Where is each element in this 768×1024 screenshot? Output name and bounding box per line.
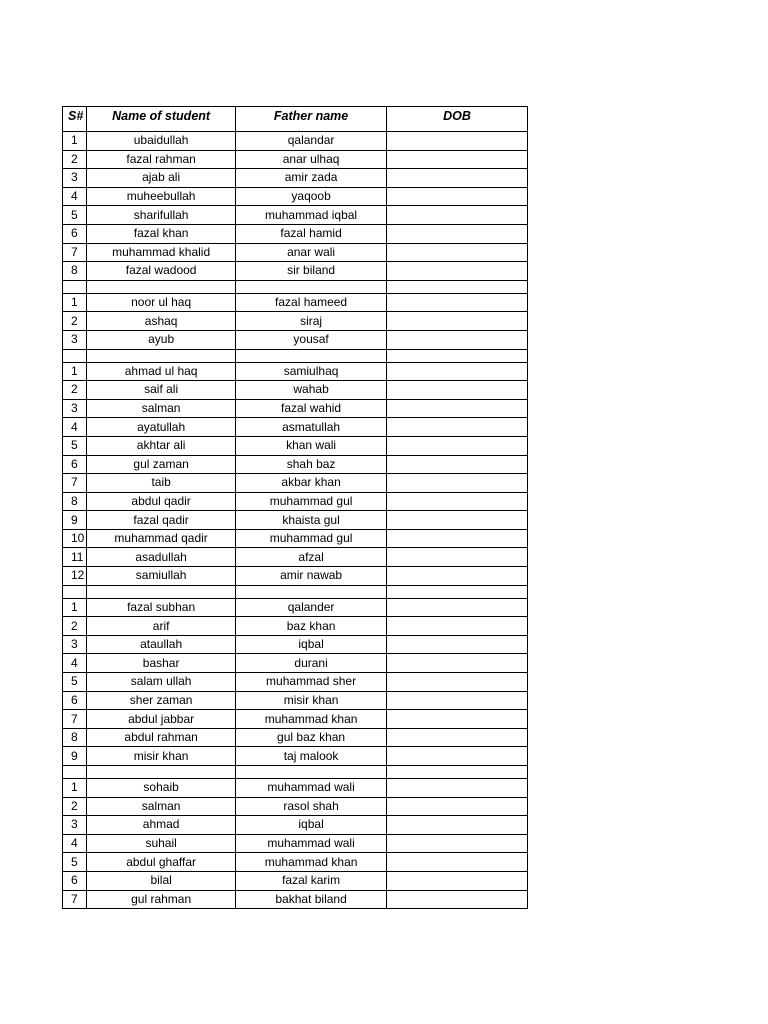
serial-cell: 5 <box>63 673 87 692</box>
student-table <box>62 106 528 909</box>
father-name-cell: sir biland <box>236 262 387 281</box>
father-name-cell: muhammad khan <box>236 853 387 872</box>
student-name-cell: ajab ali <box>87 169 236 188</box>
dob-cell <box>387 890 528 909</box>
serial-cell: 2 <box>63 381 87 400</box>
serial-cell: 1 <box>63 779 87 798</box>
table-row <box>63 436 528 455</box>
father-name-cell: fazal hameed <box>236 293 387 312</box>
table-row <box>63 262 528 281</box>
father-name-cell: muhammad gul <box>236 492 387 511</box>
student-name-cell: ubaidullah <box>87 132 236 151</box>
student-name-cell: noor ul haq <box>87 293 236 312</box>
dob-cell <box>387 455 528 474</box>
father-name-cell: qalandar <box>236 132 387 151</box>
student-name-cell: bilal <box>87 871 236 890</box>
dob-cell <box>387 349 528 362</box>
dob-cell <box>387 797 528 816</box>
father-name-cell: misir khan <box>236 691 387 710</box>
dob-cell <box>387 206 528 225</box>
table-row <box>63 567 528 586</box>
serial-cell: 7 <box>63 710 87 729</box>
father-name-cell: gul baz khan <box>236 728 387 747</box>
serial-cell: 1 <box>63 132 87 151</box>
dob-cell <box>387 567 528 586</box>
dob-cell <box>387 673 528 692</box>
student-name-cell: sharifullah <box>87 206 236 225</box>
father-name-cell <box>236 585 387 598</box>
student-name-cell: akhtar ali <box>87 436 236 455</box>
table-row <box>63 529 528 548</box>
table-row <box>63 150 528 169</box>
student-name-cell: ayatullah <box>87 418 236 437</box>
serial-cell: 4 <box>63 834 87 853</box>
dob-cell <box>387 330 528 349</box>
serial-cell: 10 <box>63 529 87 548</box>
father-name-cell: akbar khan <box>236 474 387 493</box>
student-name-cell: fazal subhan <box>87 598 236 617</box>
student-name-cell: gul rahman <box>87 890 236 909</box>
table-row <box>63 797 528 816</box>
table-row <box>63 169 528 188</box>
father-name-cell: yaqoob <box>236 187 387 206</box>
dob-cell <box>387 728 528 747</box>
table-row <box>63 362 528 381</box>
student-name-cell: fazal rahman <box>87 150 236 169</box>
father-name-cell: afzal <box>236 548 387 567</box>
header-dob: DOB <box>387 107 528 132</box>
student-name-cell: salman <box>87 797 236 816</box>
serial-cell: 9 <box>63 747 87 766</box>
student-name-cell: gul zaman <box>87 455 236 474</box>
father-name-cell: muhammad gul <box>236 529 387 548</box>
serial-cell: 7 <box>63 243 87 262</box>
table-row <box>63 890 528 909</box>
table-row <box>63 224 528 243</box>
dob-cell <box>387 187 528 206</box>
father-name-cell: fazal hamid <box>236 224 387 243</box>
dob-cell <box>387 834 528 853</box>
table-row <box>63 492 528 511</box>
student-name-cell: muhammad qadir <box>87 529 236 548</box>
student-name-cell: misir khan <box>87 747 236 766</box>
serial-cell: 11 <box>63 548 87 567</box>
serial-cell: 6 <box>63 691 87 710</box>
dob-cell <box>387 312 528 331</box>
serial-cell: 1 <box>63 362 87 381</box>
serial-cell <box>63 280 87 293</box>
table-row <box>63 280 528 293</box>
dob-cell <box>387 418 528 437</box>
dob-cell <box>387 691 528 710</box>
serial-cell: 1 <box>63 293 87 312</box>
student-name-cell <box>87 280 236 293</box>
father-name-cell: iqbal <box>236 816 387 835</box>
serial-cell: 8 <box>63 728 87 747</box>
serial-cell: 3 <box>63 169 87 188</box>
table-row <box>63 243 528 262</box>
dob-cell <box>387 262 528 281</box>
student-name-cell: ayub <box>87 330 236 349</box>
table-row <box>63 816 528 835</box>
serial-cell: 2 <box>63 150 87 169</box>
table-row <box>63 187 528 206</box>
serial-cell: 3 <box>63 330 87 349</box>
dob-cell <box>387 654 528 673</box>
table-row <box>63 511 528 530</box>
student-name-cell: bashar <box>87 654 236 673</box>
student-name-cell: sohaib <box>87 779 236 798</box>
table-row <box>63 617 528 636</box>
table-row <box>63 132 528 151</box>
serial-cell: 3 <box>63 399 87 418</box>
table-row <box>63 585 528 598</box>
header-father-name: Father name <box>236 107 387 132</box>
father-name-cell: muhammad sher <box>236 673 387 692</box>
dob-cell <box>387 492 528 511</box>
student-name-cell: muheebullah <box>87 187 236 206</box>
dob-cell <box>387 853 528 872</box>
dob-cell <box>387 150 528 169</box>
serial-cell <box>63 766 87 779</box>
dob-cell <box>387 293 528 312</box>
student-name-cell <box>87 585 236 598</box>
table-body <box>63 132 528 909</box>
table-row <box>63 330 528 349</box>
father-name-cell: muhammad wali <box>236 834 387 853</box>
serial-cell: 4 <box>63 187 87 206</box>
dob-cell <box>387 617 528 636</box>
dob-cell <box>387 381 528 400</box>
header-row <box>63 107 528 132</box>
table-row <box>63 598 528 617</box>
student-name-cell: ashaq <box>87 312 236 331</box>
student-name-cell: fazal wadood <box>87 262 236 281</box>
student-name-cell: asadullah <box>87 548 236 567</box>
dob-cell <box>387 710 528 729</box>
serial-cell <box>63 585 87 598</box>
father-name-cell: khaista gul <box>236 511 387 530</box>
father-name-cell: shah baz <box>236 455 387 474</box>
table-row <box>63 381 528 400</box>
table-row <box>63 418 528 437</box>
dob-cell <box>387 529 528 548</box>
table-row <box>63 399 528 418</box>
father-name-cell: muhammad wali <box>236 779 387 798</box>
father-name-cell: iqbal <box>236 635 387 654</box>
father-name-cell <box>236 349 387 362</box>
dob-cell <box>387 747 528 766</box>
serial-cell: 5 <box>63 436 87 455</box>
father-name-cell: muhammad khan <box>236 710 387 729</box>
student-name-cell: salam ullah <box>87 673 236 692</box>
serial-cell: 7 <box>63 474 87 493</box>
dob-cell <box>387 548 528 567</box>
student-name-cell: saif ali <box>87 381 236 400</box>
father-name-cell: rasol shah <box>236 797 387 816</box>
serial-cell: 6 <box>63 455 87 474</box>
dob-cell <box>387 224 528 243</box>
table-row <box>63 548 528 567</box>
student-name-cell: sher zaman <box>87 691 236 710</box>
table-row <box>63 710 528 729</box>
dob-cell <box>387 243 528 262</box>
father-name-cell: fazal karim <box>236 871 387 890</box>
dob-cell <box>387 436 528 455</box>
student-name-cell: ahmad ul haq <box>87 362 236 381</box>
serial-cell: 3 <box>63 635 87 654</box>
serial-cell: 4 <box>63 418 87 437</box>
student-name-cell: fazal qadir <box>87 511 236 530</box>
serial-cell: 12 <box>63 567 87 586</box>
serial-cell: 5 <box>63 853 87 872</box>
father-name-cell: qalander <box>236 598 387 617</box>
student-name-cell: salman <box>87 399 236 418</box>
serial-cell: 4 <box>63 654 87 673</box>
dob-cell <box>387 635 528 654</box>
father-name-cell: khan wali <box>236 436 387 455</box>
dob-cell <box>387 474 528 493</box>
student-name-cell <box>87 349 236 362</box>
student-name-cell: abdul rahman <box>87 728 236 747</box>
father-name-cell: anar wali <box>236 243 387 262</box>
table-row <box>63 779 528 798</box>
table-row <box>63 349 528 362</box>
serial-cell: 1 <box>63 598 87 617</box>
student-name-cell: arif <box>87 617 236 636</box>
father-name-cell: amir zada <box>236 169 387 188</box>
serial-cell: 2 <box>63 617 87 636</box>
father-name-cell: taj malook <box>236 747 387 766</box>
table-row <box>63 747 528 766</box>
serial-cell: 9 <box>63 511 87 530</box>
table-row <box>63 766 528 779</box>
dob-cell <box>387 132 528 151</box>
student-name-cell: fazal khan <box>87 224 236 243</box>
father-name-cell: durani <box>236 654 387 673</box>
father-name-cell: anar ulhaq <box>236 150 387 169</box>
father-name-cell: fazal wahid <box>236 399 387 418</box>
header-serial: S# <box>63 107 87 132</box>
student-name-cell: abdul qadir <box>87 492 236 511</box>
student-name-cell: abdul jabbar <box>87 710 236 729</box>
dob-cell <box>387 816 528 835</box>
dob-cell <box>387 766 528 779</box>
father-name-cell: yousaf <box>236 330 387 349</box>
father-name-cell <box>236 280 387 293</box>
serial-cell: 3 <box>63 816 87 835</box>
student-name-cell: suhail <box>87 834 236 853</box>
table-row <box>63 853 528 872</box>
serial-cell: 2 <box>63 797 87 816</box>
serial-cell: 2 <box>63 312 87 331</box>
father-name-cell: asmatullah <box>236 418 387 437</box>
dob-cell <box>387 169 528 188</box>
father-name-cell <box>236 766 387 779</box>
student-name-cell: ataullah <box>87 635 236 654</box>
table-row <box>63 312 528 331</box>
student-name-cell: samiullah <box>87 567 236 586</box>
table-row <box>63 728 528 747</box>
header-student-name: Name of student <box>87 107 236 132</box>
table-row <box>63 654 528 673</box>
serial-cell: 7 <box>63 890 87 909</box>
serial-cell: 6 <box>63 224 87 243</box>
serial-cell: 8 <box>63 262 87 281</box>
dob-cell <box>387 511 528 530</box>
student-name-cell: abdul ghaffar <box>87 853 236 872</box>
serial-cell <box>63 349 87 362</box>
table-row <box>63 474 528 493</box>
father-name-cell: bakhat biland <box>236 890 387 909</box>
father-name-cell: amir nawab <box>236 567 387 586</box>
student-name-cell <box>87 766 236 779</box>
dob-cell <box>387 399 528 418</box>
father-name-cell: samiulhaq <box>236 362 387 381</box>
dob-cell <box>387 585 528 598</box>
table-row <box>63 673 528 692</box>
dob-cell <box>387 779 528 798</box>
serial-cell: 5 <box>63 206 87 225</box>
father-name-cell: wahab <box>236 381 387 400</box>
table-row <box>63 834 528 853</box>
table-row <box>63 455 528 474</box>
table-row <box>63 871 528 890</box>
student-name-cell: taib <box>87 474 236 493</box>
father-name-cell: baz khan <box>236 617 387 636</box>
table-row <box>63 206 528 225</box>
serial-cell: 6 <box>63 871 87 890</box>
dob-cell <box>387 598 528 617</box>
student-name-cell: muhammad khalid <box>87 243 236 262</box>
serial-cell: 8 <box>63 492 87 511</box>
dob-cell <box>387 871 528 890</box>
student-name-cell: ahmad <box>87 816 236 835</box>
dob-cell <box>387 280 528 293</box>
table-row <box>63 293 528 312</box>
father-name-cell: muhammad iqbal <box>236 206 387 225</box>
father-name-cell: siraj <box>236 312 387 331</box>
table-row <box>63 635 528 654</box>
table-row <box>63 691 528 710</box>
dob-cell <box>387 362 528 381</box>
